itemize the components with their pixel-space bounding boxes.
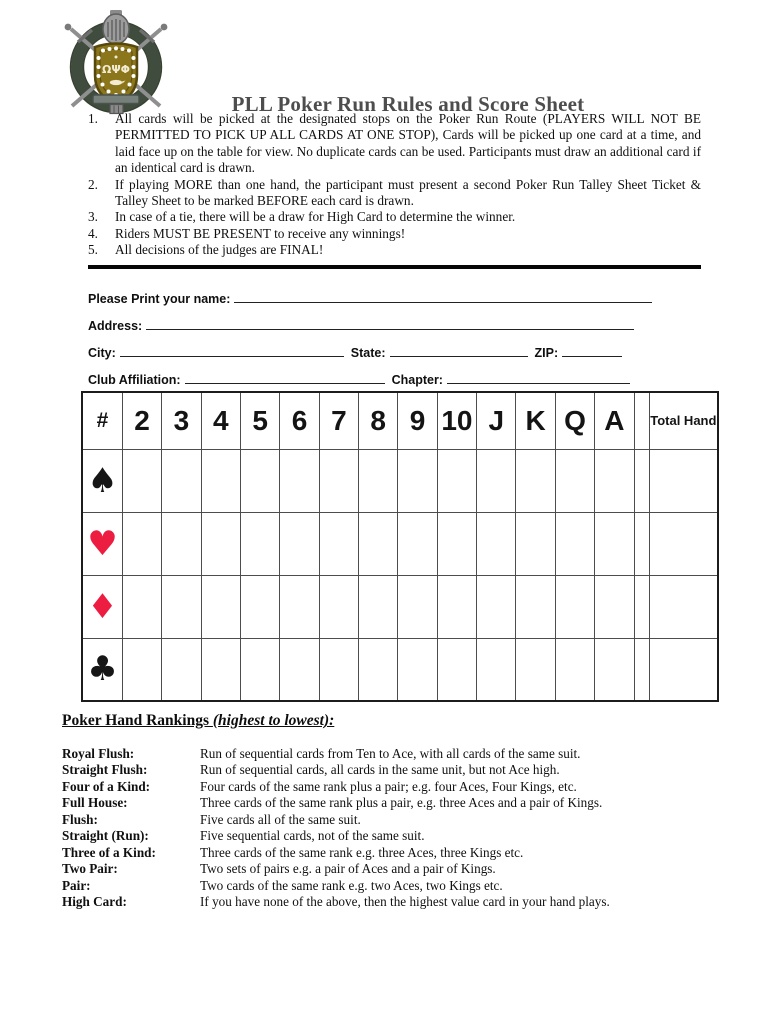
ranking-item [62,878,712,894]
club-input-line[interactable] [185,369,385,384]
score-cell[interactable] [398,512,437,575]
score-cell[interactable] [122,512,161,575]
score-cell[interactable] [555,449,594,512]
ranking-term: Royal Flush: [62,746,135,761]
score-cell[interactable] [280,512,319,575]
rule-item [88,226,701,242]
score-cell[interactable] [201,512,240,575]
ranking-definition: Run of sequential cards from Ten to Ace, with all cards of the same suit. [200,746,581,761]
score-cell[interactable] [398,638,437,701]
score-cell[interactable] [359,638,398,701]
score-row-hearts [82,512,718,575]
score-cell[interactable] [398,575,437,638]
column-header-a: A [595,392,634,449]
score-cell[interactable] [201,449,240,512]
score-cell[interactable] [555,575,594,638]
spade-suit-icon: ♠ [82,449,122,512]
score-cell[interactable] [477,512,516,575]
ranking-item [62,861,712,877]
total-hand-cell[interactable] [649,449,718,512]
shield-letters: ΩΨΦ [101,63,131,76]
score-cell[interactable] [280,638,319,701]
rule-number: 3. [88,209,98,225]
zip-input-line[interactable] [562,342,622,357]
address-input-line[interactable] [146,315,634,330]
rules-list [88,111,701,259]
score-cell[interactable] [437,512,476,575]
score-cell[interactable] [162,449,201,512]
form-row-club-chapter [88,369,630,387]
spacer-cell [634,449,649,512]
column-header-9: 9 [398,392,437,449]
diamond-suit-icon: ♦ [82,575,122,638]
form-row-name [88,288,652,306]
score-cell[interactable] [162,512,201,575]
rule-text: If playing MORE than one hand, the participant must present a second Poker Run Talley Sheet Ticket & Talley Sheet to be marked BEFORE each card is drawn. [115,176,701,209]
score-cell[interactable] [595,449,634,512]
score-cell[interactable] [240,575,279,638]
column-header-hash: # [82,392,122,449]
page-title: PLL Poker Run Rules and Score Sheet [231,92,585,116]
score-cell[interactable] [595,575,634,638]
form-row-city-state-zip [88,342,622,360]
ranking-definition: Five cards all of the same suit. [200,811,361,827]
score-cell[interactable] [122,575,161,638]
ranking-definition: Three cards of the same rank plus a pair, e.g. three Aces and a pair of Kings. [200,795,603,811]
ranking-item [62,845,712,861]
ranking-term: Four of a Kind: [62,778,151,794]
score-cell[interactable] [516,512,555,575]
score-cell[interactable] [240,638,279,701]
score-cell[interactable] [240,512,279,575]
score-cell[interactable] [595,638,634,701]
section-divider [88,265,701,269]
score-cell[interactable] [280,449,319,512]
score-cell[interactable] [359,512,398,575]
ranking-term: Straight Flush: [62,762,148,778]
ranking-definition: If you have none of the above, then the highest value card in your hand plays. [200,894,610,910]
total-hand-cell[interactable] [649,638,718,701]
score-cell[interactable] [516,638,555,701]
score-cell[interactable] [201,638,240,701]
column-header-k: K [516,392,555,449]
score-cell[interactable] [162,638,201,701]
rule-number: 4. [88,225,98,241]
score-row-clubs [82,638,718,701]
score-cell[interactable] [437,638,476,701]
score-cell[interactable] [240,449,279,512]
spacer-cell [634,575,649,638]
rule-item [88,209,701,225]
score-cell[interactable] [122,449,161,512]
rankings-heading: Poker Hand Rankings (highest to lowest): [62,712,335,729]
ranking-definition: Five sequential cards, not of the same suit. [200,828,425,844]
state-input-line[interactable] [390,342,528,357]
score-row-spades [82,449,718,512]
score-table [81,391,719,702]
form-row-address [88,315,634,333]
score-cell[interactable] [319,449,358,512]
ranking-item [62,894,712,910]
state-label: State: [350,346,386,360]
score-cell[interactable] [280,575,319,638]
ranking-definition: Two cards of the same rank e.g. two Aces, two Kings etc. [200,877,503,893]
score-cell[interactable] [359,449,398,512]
rule-item [88,242,701,258]
rule-number: 2. [88,176,98,192]
score-cell[interactable] [516,575,555,638]
column-header-total-hand: Total Hand [649,392,718,449]
heart-suit-icon: ♥ [82,512,122,575]
score-cell[interactable] [516,449,555,512]
column-header-3: 3 [162,392,201,449]
score-cell[interactable] [122,638,161,701]
score-row-diamonds [82,575,718,638]
zip-label: ZIP: [534,346,559,360]
ranking-definition: Four cards of the same rank plus a pair; e.g. four Aces, Four Kings, etc. [200,778,577,794]
column-header-spacer [634,392,649,449]
column-header-6: 6 [280,392,319,449]
score-cell[interactable] [319,512,358,575]
column-header-5: 5 [240,392,279,449]
ranking-term: Straight (Run): [62,828,149,844]
name-label: Please Print your name: [88,292,231,306]
score-cell[interactable] [555,638,594,701]
club-affiliation-label: Club Affiliation: [88,373,181,387]
score-cell[interactable] [319,575,358,638]
ranking-item [62,812,712,828]
rule-number: 1. [88,111,98,126]
rule-item [88,177,701,210]
score-cell[interactable] [437,575,476,638]
column-header-10: 10 [437,392,476,449]
score-cell[interactable] [555,512,594,575]
name-input-line[interactable] [234,288,652,303]
ranking-term: Two Pair: [62,861,118,877]
ranking-term: Three of a Kind: [62,844,156,860]
ranking-term: Full House: [62,795,128,811]
ranking-definition: Two sets of pairs e.g. a pair of Aces and a pair of Kings. [200,861,496,877]
column-header-2: 2 [122,392,161,449]
ranking-definition: Run of sequential cards, all cards in the same unit, but not Ace high. [200,762,560,778]
score-cell[interactable] [398,449,437,512]
score-cell[interactable] [359,575,398,638]
score-cell[interactable] [477,449,516,512]
rule-text: Riders MUST BE PRESENT to receive any winnings! [115,225,406,241]
score-cell[interactable] [477,575,516,638]
total-hand-cell[interactable] [649,575,718,638]
score-cell[interactable] [201,575,240,638]
ranking-term: Flush: [62,811,98,827]
ranking-term: Pair: [62,877,91,893]
city-input-line[interactable] [120,342,344,357]
spacer-cell [634,638,649,701]
ranking-item [62,795,712,811]
column-header-4: 4 [201,392,240,449]
ranking-definition: Three cards of the same rank e.g. three Aces, three Kings etc. [200,844,524,860]
rule-text: In case of a tie, there will be a draw for High Card to determine the winner. [115,209,516,225]
helmet-icon [103,10,129,44]
address-label: Address: [88,319,143,333]
rule-text: All decisions of the judges are FINAL! [115,242,324,258]
score-header-row [82,392,718,449]
total-hand-cell[interactable] [649,512,718,575]
score-cell[interactable] [595,512,634,575]
rule-number: 5. [88,242,98,258]
score-cell[interactable] [162,575,201,638]
column-header-q: Q [555,392,594,449]
column-header-7: 7 [319,392,358,449]
score-cell[interactable] [319,638,358,701]
column-header-j: J [477,392,516,449]
rule-text: All cards will be picked at the designated stops on the Poker Run Route (PLAYERS WILL NOT BE PERMITTED TO PICK UP ALL CARDS AT ONE STOP), Cards will be picked up one card at a time, and laid face up on the table for view. No duplicate cards can be used. Participants must draw an additional card if an identical card is drawn. [115,111,701,176]
ranking-item [62,779,712,795]
ranking-item [62,828,712,844]
chapter-input-line[interactable] [447,369,630,384]
ranking-item [62,762,712,778]
column-header-8: 8 [359,392,398,449]
club-suit-icon: ♣ [82,638,122,701]
ranking-term: High Card: [62,894,127,910]
ranking-item [62,746,712,762]
chapter-label: Chapter: [391,373,443,387]
score-cell[interactable] [477,638,516,701]
city-label: City: [88,346,116,360]
rankings-list [62,746,712,911]
rule-item [88,111,701,177]
score-cell[interactable] [437,449,476,512]
spacer-cell [634,512,649,575]
